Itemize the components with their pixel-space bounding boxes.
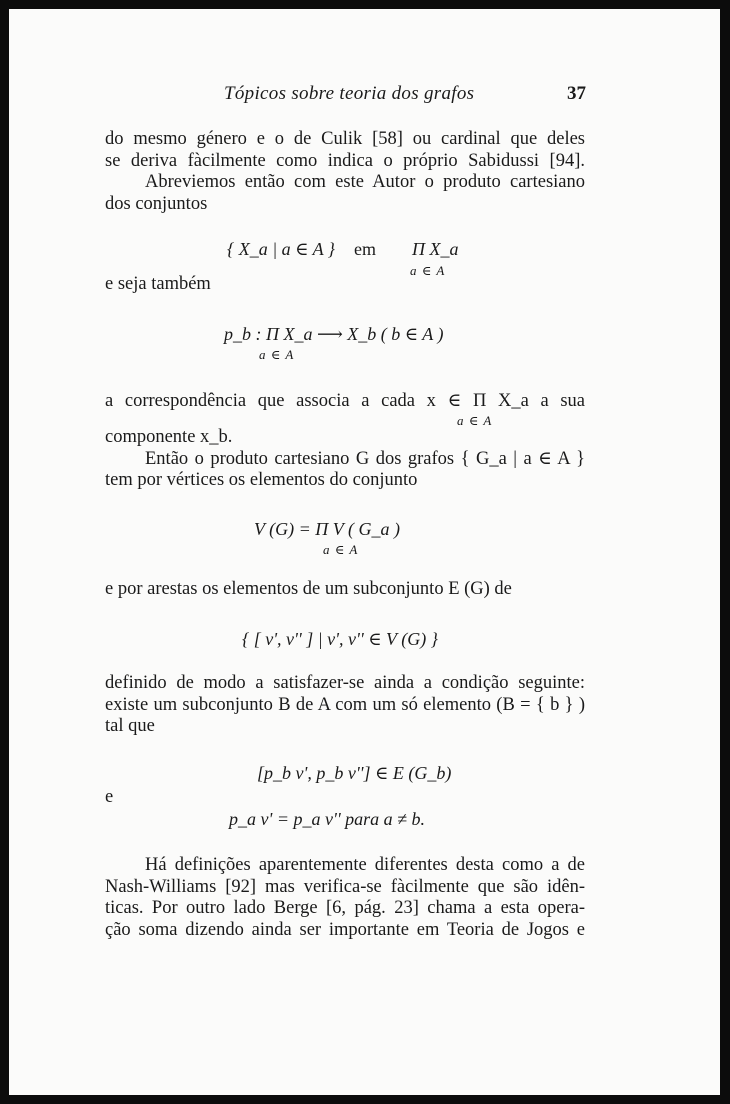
text-line: existe um subconjunto B de A com um só elemento (B = { b } ) bbox=[105, 694, 585, 715]
equation-set: { X_a | a ∈ A } bbox=[227, 239, 336, 259]
text-line: definido de modo a satisfazer-se ainda a condição seguinte: bbox=[105, 673, 585, 693]
book-page bbox=[9, 9, 720, 1095]
text-line: Então o produto cartesiano G dos grafos { G_a | a ∈ A } bbox=[145, 448, 585, 469]
text-line: ticas. Por outro lado Berge [6, pág. 23] chama a esta opera- bbox=[105, 898, 585, 918]
paragraph-correspondence bbox=[105, 391, 585, 413]
text-line: ção soma dizendo ainda ser importante em Teoria de Jogos e bbox=[105, 919, 585, 940]
paragraph-condition bbox=[105, 673, 585, 738]
text-line: e seja também bbox=[105, 274, 211, 294]
text-line: e bbox=[105, 787, 114, 807]
text-line: se deriva fàcilmente como indica o próprio Sabidussi [94]. bbox=[105, 150, 585, 171]
equation-subscript: a ∈ A bbox=[457, 413, 493, 428]
text-line: dos conjuntos bbox=[105, 193, 208, 214]
paragraph-product bbox=[105, 427, 585, 492]
equation-equality: p_a v' = p_a v'' para a ≠ b. bbox=[229, 809, 426, 829]
text-line: e por arestas os elementos de um subconjunto E (G) de bbox=[105, 579, 512, 599]
page-number: 37 bbox=[567, 83, 586, 104]
text-line: tal que bbox=[105, 716, 155, 736]
equation-subscript: a ∈ A bbox=[410, 263, 446, 278]
text-line: tem por vértices os elementos do conjunto bbox=[105, 470, 418, 490]
equation-edges: { [ v', v'' ] | v', v'' ∈ V (G) } bbox=[242, 629, 438, 649]
paragraph-definitions bbox=[105, 855, 585, 941]
equation-edge-condition: [p_b v', p_b v''] ∈ E (G_b) bbox=[257, 763, 452, 783]
equation-product: Π X_a bbox=[412, 239, 459, 259]
equation-subscript: a ∈ A bbox=[259, 347, 295, 362]
equation-word: em bbox=[354, 239, 376, 259]
text-line: componente x_b. bbox=[105, 427, 233, 447]
text-line: Nash-Williams [92] mas verifica-se fàcilmente que são idên- bbox=[105, 876, 585, 897]
equation-subscript: a ∈ A bbox=[323, 542, 359, 557]
equation-vertices: V (G) = Π V ( G_a ) bbox=[254, 519, 400, 539]
text-line: Há definições aparentemente diferentes desta como a de bbox=[145, 855, 585, 875]
text-line: do mesmo género e o de Culik [58] ou cardinal que deles bbox=[105, 129, 585, 149]
running-header-title: Tópicos sobre teoria dos grafos bbox=[224, 83, 475, 104]
text-line: Abreviemos então com este Autor o produto cartesiano bbox=[145, 172, 585, 192]
paragraph-intro bbox=[105, 129, 585, 215]
equation-projection: p_b : Π X_a ⟶ X_b ( b ∈ A ) bbox=[224, 324, 444, 344]
text-line: a correspondência que associa a cada x ∈ Π X_a a sua bbox=[105, 391, 585, 411]
